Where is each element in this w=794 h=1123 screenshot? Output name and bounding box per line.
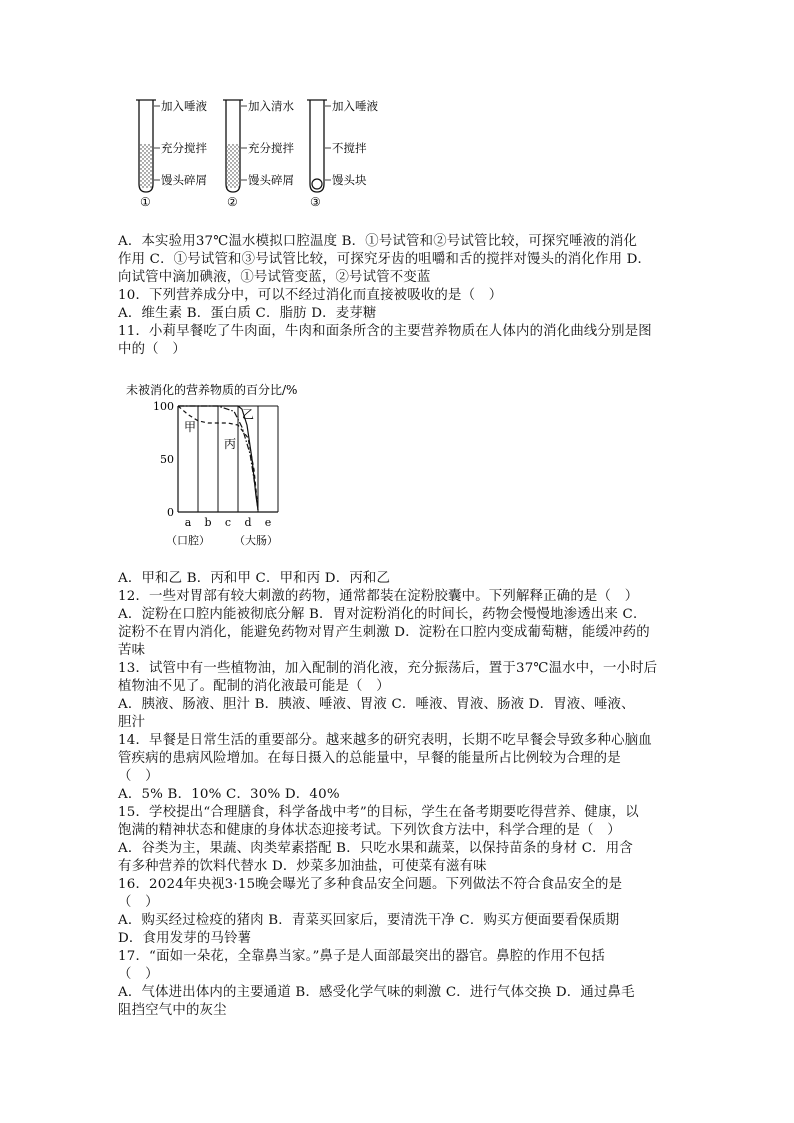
q14-stem-line-1: 14．早餐是日常生活的重要部分。越来越多的研究表明，长期不吃早餐会导致多种心脑血 bbox=[118, 733, 652, 748]
q15-option-line-2: 有多种营养的饮料代替水 D．炒菜多加油盐，可使菜有滋有味 bbox=[118, 859, 487, 874]
tube-1-top-label: 加入唾液 bbox=[161, 99, 207, 113]
series-label-2: 丙 bbox=[224, 437, 237, 452]
q17-stem-line-2: （ ） bbox=[118, 967, 159, 982]
q11-stem-line-2: 中的（ ） bbox=[118, 342, 186, 357]
q12-stem: 12．一些对胃部有较大刺激的药物，通常都装在淀粉胶囊中。下列解释正确的是（ ） bbox=[118, 589, 639, 604]
q10-stem: 10．下列营养成分中，可以不经过消化而直接被吸收的是（ ） bbox=[118, 288, 503, 303]
tube-1-number: ① bbox=[140, 195, 151, 209]
q17-option-line-1: A．气体进出体内的主要通道 B．感受化学气味的刺激 C．进行气体交换 D．通过鼻毛 bbox=[118, 985, 635, 1000]
tube-1-bottom-label: 馒头碎屑 bbox=[161, 173, 207, 187]
series-label-3: 乙 bbox=[242, 407, 255, 422]
q17-stem-line-1: 17．“面如一朵花，全靠鼻当家。”鼻子是人面部最突出的器官。鼻腔的作用不包括 bbox=[118, 949, 605, 964]
q9-option-line-3: 向试管中滴加碘液，①号试管变蓝，②号试管不变蓝 bbox=[118, 270, 431, 285]
q16-stem-line-2: （ ） bbox=[118, 895, 159, 910]
test-tube-3 bbox=[307, 99, 378, 209]
y-tick-label: 0 bbox=[167, 506, 174, 519]
y-tick-label: 50 bbox=[160, 453, 174, 466]
test-tube-2 bbox=[223, 99, 294, 209]
q16-option-line-2: D．食用发芽的马铃薯 bbox=[118, 931, 252, 946]
tube-2-middle-label: 充分搅拌 bbox=[248, 141, 294, 155]
q14-stem-line-2: 管疾病的患病风险增加。在每日摄入的总能量中，早餐的能量所占比例较为合理的是 bbox=[118, 751, 621, 766]
q13-option-line-2: 胆汁 bbox=[118, 715, 146, 730]
x-tick-label: e bbox=[264, 516, 272, 529]
tube-3-middle-label: 不搅拌 bbox=[332, 141, 367, 155]
q10-options: A．维生素 B．蛋白质 C．脂肪 D．麦芽糖 bbox=[118, 306, 377, 321]
chart-title: 未被消化的营养物质的百分比/% bbox=[126, 383, 298, 397]
q12-option-line-3: 苦味 bbox=[118, 643, 146, 658]
x-tick-label: b bbox=[204, 516, 212, 529]
q13-stem-line-1: 13．试管中有一些植物油，加入配制的消化液，充分振荡后，置于37℃温水中，一小时后 bbox=[118, 661, 658, 676]
tube-2-number: ② bbox=[227, 195, 238, 209]
q17-option-line-2: 阻挡空气中的灰尘 bbox=[118, 1003, 227, 1018]
q12-option-line-1: A．淀粉在口腔内能被彻底分解 B．胃对淀粉消化的时间长，药物会慢慢地渗透出来 C． bbox=[118, 607, 647, 622]
x-tick-label: d bbox=[244, 516, 252, 529]
q15-stem-line-2: 饱满的精神状态和健康的身体状态迎接考试。下列饮食方法中，科学合理的是（ ） bbox=[118, 823, 621, 838]
q9-option-line-1: A．本实验用37℃温水模拟口腔温度 B．①号试管和②号试管比较，可探究唾液的消化 bbox=[118, 234, 638, 249]
digestion-curve-chart bbox=[118, 378, 338, 552]
mouth-label: （口腔） bbox=[166, 534, 210, 547]
tube-2-bottom-label: 馒头碎屑 bbox=[248, 173, 294, 187]
q14-stem-line-3: （ ） bbox=[118, 769, 159, 784]
x-tick-label: a bbox=[184, 516, 192, 529]
y-tick-label: 100 bbox=[153, 400, 174, 413]
series-label-1: 甲 bbox=[184, 420, 197, 435]
q15-option-line-1: A．谷类为主，果蔬、肉类荤素搭配 B．只吃水果和蔬菜，以保持苗条的身材 C．用含 bbox=[118, 841, 633, 856]
q9-option-line-2: 作用 C．①号试管和③号试管比较，可探究牙齿的咀嚼和舌的搅拌对馒头的消化作用 D． bbox=[118, 252, 652, 267]
tube-2-top-label: 加入清水 bbox=[248, 99, 294, 113]
q11-options: A．甲和乙 B．丙和甲 C．甲和丙 D．丙和乙 bbox=[118, 571, 391, 586]
q14-options: A．5% B．10% C．30% D．40% bbox=[118, 787, 340, 802]
q13-option-line-1: A．胰液、肠液、胆汁 B．胰液、唾液、胃液 C．唾液、胃液、肠液 D．胃液、唾液、 bbox=[118, 697, 635, 712]
q11-stem-line-1: 11．小莉早餐吃了牛肉面，牛肉和面条所含的主要营养物质在人体内的消化曲线分别是图 bbox=[118, 324, 652, 339]
q16-stem-line-1: 16．2024年央视3·15晚会曝光了多种食品安全问题。下列做法不符合食品安全的是 bbox=[118, 877, 623, 892]
large-intestine-label: （大肠） bbox=[234, 534, 278, 547]
tube-1-middle-label: 充分搅拌 bbox=[161, 141, 207, 155]
q12-option-line-2: 淀粉不在胃内消化，能避免药物对胃产生刺激 D．淀粉在口腔内变成葡萄糖，能缓冲药的 bbox=[118, 625, 650, 640]
tube-3-bottom-label: 馒头块 bbox=[332, 173, 367, 187]
tube-3-number: ③ bbox=[310, 195, 321, 209]
test-tube-1 bbox=[136, 99, 207, 209]
test-tube-figure bbox=[120, 92, 400, 210]
q15-stem-line-1: 15．学校提出“合理膳食，科学备战中考”的目标，学生在备考期要吃得营养、健康，以 bbox=[118, 805, 639, 820]
tube-3-top-label: 加入唾液 bbox=[332, 99, 378, 113]
x-tick-label: c bbox=[224, 516, 232, 529]
q13-stem-line-2: 植物油不见了。配制的消化液最可能是（ ） bbox=[118, 679, 390, 694]
q16-option-line-1: A．购买经过检疫的猪肉 B．青菜买回家后，要清洗干净 C．购买方便面要看保质期 bbox=[118, 913, 620, 928]
